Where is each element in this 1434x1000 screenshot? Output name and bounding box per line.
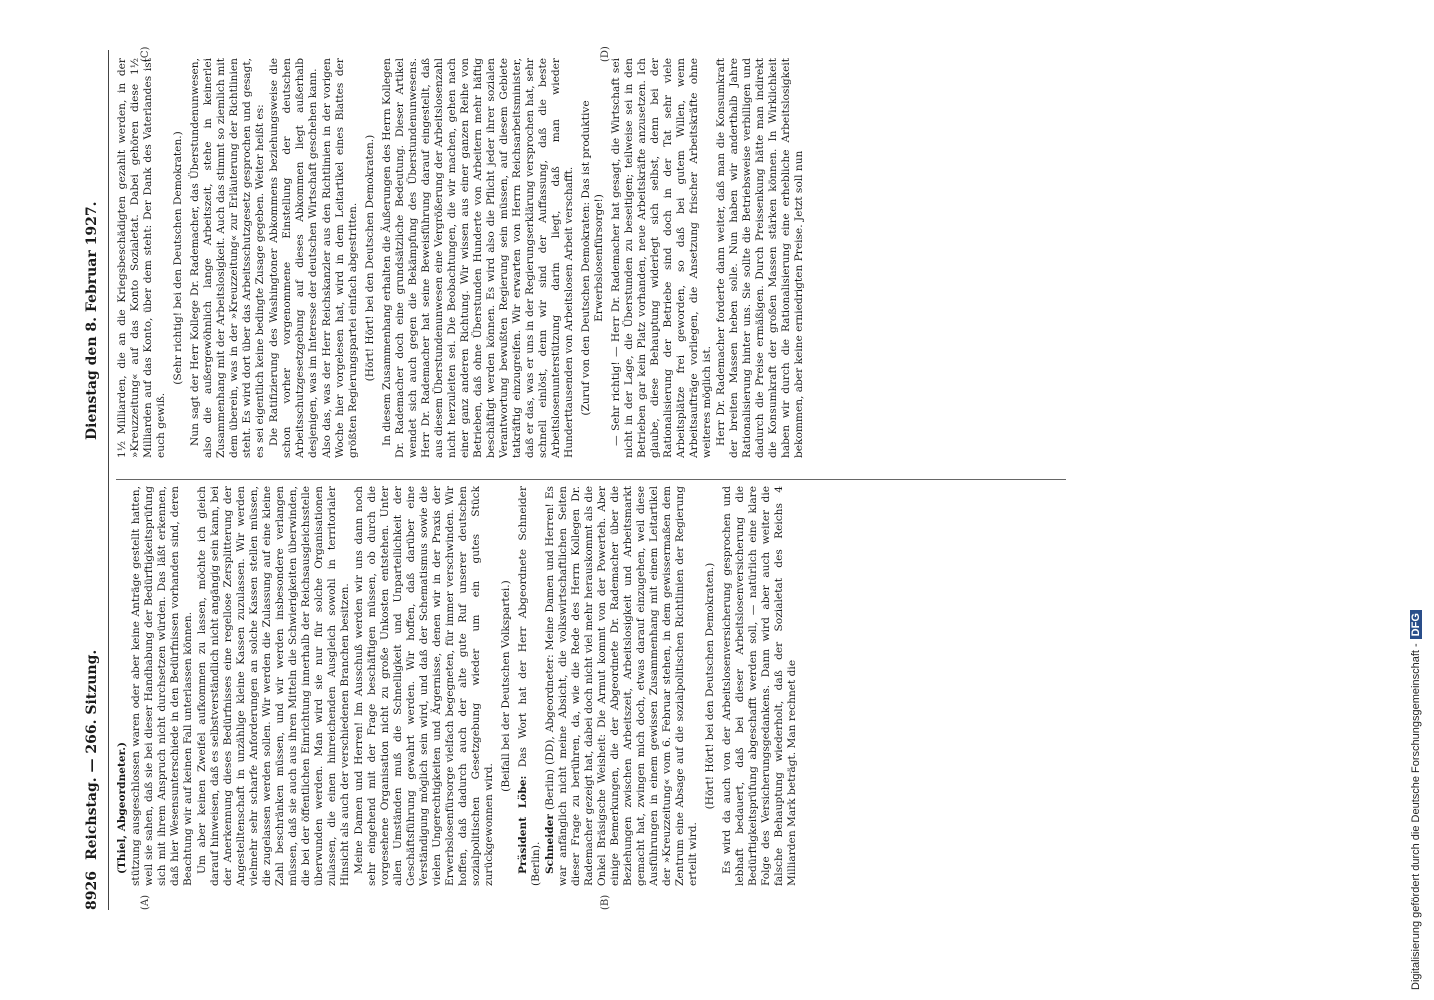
paragraph-text: (Berlin) (DD), Abgeordneter: Meine Damen und Herren! Es war anfänglich nicht meine Absicht, die volkswirtschaftlichen Seiten dieser Frage zu berühren, da, wie die Rede des Herrn Kollegen Dr. Rademacher gezeigt hat, dabei doch nicht viel mehr herauskommt als die Onkel Bräsigsche Weisheit: Die Armut kommt von der Powerteh. Aber einige Bemerkungen, die der Abgeordnete Dr. Rademacher über die Beziehungen zwischen Arbeitszeit, Arbeitslosigkeit und Arbeitsmarkt gemacht hat, zwingen mich doch, etwas darauf einzugehen, weil diese Ausführungen in einem gewissen Zusammenhang mit einem Leitartikel der »Kreuzzeitung« vom 6. Februar stehen, in dem gewissermaßen dem Zentrum eine Absage auf die sozialpolitischen Richtlinien der Regierung erteilt wird. bbox=[544, 486, 699, 886]
header-left: Reichstag. — 266. Sitzung. bbox=[84, 649, 100, 860]
margin-mark-c: (C) bbox=[140, 46, 151, 62]
paragraph-text: (Hört! Hört! bei den Deutschen Demokraten.) bbox=[364, 134, 376, 382]
column-divider bbox=[116, 479, 1066, 480]
paragraph-text: Das Wort hat der Herr Abgeordnete Schneider (Berlin). bbox=[517, 486, 542, 886]
paragraph-text: Also das, was der Herr Reichskanzler aus den Richtlinien in der vorigen Woche hier vorgelesen hat, wird in dem Leitartikel eines Blattes der größten Regierungspartei einfach abgestritten. bbox=[321, 58, 359, 458]
interjection bbox=[364, 58, 377, 458]
paragraph bbox=[189, 58, 267, 458]
dfg-logo: DFG bbox=[1410, 610, 1422, 639]
speaker-name: Präsident Löbe: bbox=[517, 775, 529, 874]
left-column bbox=[116, 486, 1066, 886]
paragraph bbox=[353, 486, 496, 886]
paragraph-text: Nun sagt der Herr Kollege Dr. Rademacher, das Überstundenunwesen, also die außergewöhnlich lange Arbeitszeit, stehe in keinerlei Zusammenhang mit der Arbeitslosigkeit. Auch das stimmt so ziemlich mit dem überein, was in der »Kreuzzeitung« zur Erläuterung der Richtlinien steht. Es wird dort über das Arbeitsschutzgesetz gesprochen und gesagt, es sei eigentlich keine bedingte Zusage gegeben. Weiter heißt es: bbox=[189, 58, 266, 458]
page-header bbox=[80, 50, 109, 910]
paragraph-text: (Zuruf von den Deutschen Demokraten: Das ist produktive Erwerbslosenfürsorge!) bbox=[580, 100, 605, 416]
footer-text: Digitalisierung gefördert durch die Deutsche Forschungsgemeinschaft - bbox=[1410, 643, 1422, 990]
interjection bbox=[704, 486, 717, 886]
paragraph bbox=[196, 486, 352, 886]
paragraph bbox=[715, 58, 806, 458]
header-right: Dienstag den 8. Februar 1927. bbox=[84, 201, 100, 440]
right-column bbox=[116, 58, 1066, 458]
digitization-footer bbox=[1410, 0, 1422, 990]
paragraph-text: Die Ratifizierung des Washingtoner Abkommens beziehungsweise die schon vorher vorgenommene Einstellung der deutschen Arbeitsschutzgesetzgebung auf dieses Abkommen liegt außerhalb desjenigen, was im Interesse der deutschen Wirtschaft geschehen kann. bbox=[268, 58, 319, 458]
paragraph bbox=[381, 58, 576, 458]
margin-mark-d: (D) bbox=[600, 46, 611, 62]
margin-mark-b: (B) bbox=[600, 894, 611, 910]
interjection bbox=[500, 486, 513, 886]
paragraph-text: (Beifall bei der Deutschen Volkspartei.) bbox=[500, 580, 512, 792]
paragraph-text: Es wird da auch von der Arbeitslosenversicherung gesprochen und lebhaft bedauert, daß bei dieser Arbeitslosenversicherung die Bedürftigkeitsprüfung abgeschafft werden soll, — natürlich eine klare Folge des Versicherungsgedankens. Dann wird aber auch weiter die falsche Behauptung wiederholt, daß der Sozialetat des Reichs 4 Milliarden Mark beträgt. Man rechnet die bbox=[721, 486, 798, 886]
document-page bbox=[80, 46, 1080, 910]
paragraph bbox=[721, 486, 799, 886]
paragraph-text: stützung ausgeschlossen waren oder aber keine Anträge gestellt hatten, weil sie sahen, daß sie bei dieser Handhabung der Bedürftigkeitsprüfung sich mit ihrem Anspruch nicht durchsetzen würden. Das läßt erkennen, daß hier Wesensunterschiede in den Bedürfnissen vorhanden sind, deren Beachtung wir auf keinen Fall unterlassen können. bbox=[130, 486, 194, 886]
paragraph bbox=[321, 58, 360, 458]
page-number: 8926 bbox=[84, 871, 100, 910]
interjection bbox=[580, 58, 606, 458]
paragraph-text: In diesem Zusammenhang erhalten die Äußerungen des Herrn Kollegen Dr. Rademacher doch eine grundsätzliche Bedeutung. Dieser Artikel wendet sich auch gegen die Bekämpfung des Überstundenunwesens. Herr Dr. Rademacher hat seine Beweisführung darauf eingestellt, daß aus diesem Überstundenunwesen eine Vergrößerung der Arbeitslosenzahl nicht herzuleiten sei. Die Beobachtungen, die wir machen, gehen nach einer ganz anderen Richtung. Wir wissen aus einer ganzen Reihe von Betrieben, daß ohne Überstunden Hunderte von Arbeitern mehr häftig beschäftigt werden können. Es wird also die Pflicht jeder ihrer sozialen Verantwortung bewußten Regierung sein müssen, auf diesem Gebiete tatkräftig einzugreifen. Wir erwarten von Herrn Reichsarbeitsminister, daß er das, was er uns in der Regierungserklärung versprochen hat, sehr schnell einlöst, denn wir sind der Auffassung, daß die beste Arbeitslosenunterstützung darin liegt, daß man wieder Hunderttausenden von Arbeitslosen Arbeit verschafft. bbox=[381, 58, 575, 458]
paragraph-text: Meine Damen und Herren! Im Ausschuß werden wir uns dann noch sehr eingehend mit der Frage beschäftigen müssen, ob durch die vorgesehene Organisation nicht zu große Unkosten entstehen. Unter allen Umständen muß die Schnelligkeit und Unparteilichkeit der Geschäftsführung gewahrt werden. Wir hoffen, daß darüber eine Verständigung möglich sein wird, und daß der Schematismus sowie die vielen Ungerechtigkeiten und Ärgernisse, denen wir in der Praxis der Erwerbslosenfürsorge vielfach begegneten, für immer verschwinden. Wir hoffen, daß dadurch auch der alte gute Ruf unserer deutschen sozialpolitischen Gesetzgebung wieder um ein gutes Stück zurückgewonnen wird. bbox=[353, 486, 495, 886]
paragraph-text: Um aber keinen Zweifel aufkommen zu lassen, möchte ich gleich darauf hinweisen, daß es selbstverständlich nicht angängig sein kann, bei der Anerkennung dieses Bedürfnisses eine regellose Zersplitterung der Angestelltenschaft in unzählige kleine Kassen zuzulassen. Wir werden vielmehr sehr scharfe Anforderungen an solche Kassen stellen müssen, die zugelassen werden sollen. Wir werden die Zulassung auf eine kleine Zahl beschränken müssen, und wir werden insbesondere verlangen müssen, daß sie auch aus ihren Mitteln die Schwierigkeiten überwinden, die bei der öffentlichen Einrichtung innerhalb der Reichsausgleichsstelle überwunden werden. Man wird sie nur für solche Organisationen zulassen, die einen hinreichenden Ausgleich sowohl in territorialer Hinsicht als auch der verschiedenen Branchen besitzen. bbox=[196, 486, 351, 886]
speaker-name: (Thiel, Abgeordneter.) bbox=[116, 742, 128, 874]
paragraph-text: (Sehr richtig! bei den Deutschen Demokraten.) bbox=[172, 131, 184, 385]
paragraph bbox=[517, 486, 543, 886]
margin-mark-a: (A) bbox=[140, 894, 151, 910]
paragraph-text: — Sehr richtig! — Herr Dr. Rademacher hat gesagt, die Wirtschaft sei nicht in der Lage, die Überstunden zu beseitigen; teilweise sei in den Betrieben gar kein Platz vorhanden, neue Arbeitskräfte anzusetzen. Ich glaube, diese Behauptung widerlegt sich selbst, denn bei der Rationalisierung der Betriebe sind doch in der Tat sehr viele Arbeitsplätze frei geworden, so daß bei gutem Willen, wenn Arbeitsaufträge vorliegen, die Ansetzung frischer Arbeitskräfte ohne weiteres möglich ist. bbox=[610, 58, 713, 458]
paragraph bbox=[544, 486, 700, 886]
paragraph bbox=[116, 58, 168, 458]
paragraph bbox=[268, 58, 320, 458]
paragraph-text: 1½ Milliarden, die an die Kriegsbeschädigten gezahlt werden, in der »Kreuzzeitung« auf das Konto Sozialetat. Dabei gehören diese 1½ Milliarden auf das Konto, über dem steht: Der Dank des Vaterlandes ist euch gewiß. bbox=[116, 58, 167, 458]
paragraph bbox=[130, 486, 195, 886]
paragraph-text: Herr Dr. Rademacher forderte dann weiter, daß man die Konsumkraft der breiten Massen heben solle. Nun haben wir anderthalb Jahre Rationalisierung hinter uns. Sie sollte die Betriebsweise verbilligen und dadurch die Preise ermäßigen. Durch Preissenkung hätte man indirekt die Konsumkraft der großen Massen stärken können. In Wirklichkeit haben wir durch die Rationalisierung eine erhebliche Arbeitslosigkeit bekommen, aber keine erniedrigten Preise. Jetzt soll nun bbox=[715, 58, 805, 458]
paragraph bbox=[116, 486, 129, 886]
interjection bbox=[172, 58, 185, 458]
paragraph bbox=[610, 58, 714, 458]
paragraph-text: (Hört! Hört! bei den Deutschen Demokraten.) bbox=[704, 562, 716, 810]
speaker-name: Schneider bbox=[544, 814, 556, 874]
